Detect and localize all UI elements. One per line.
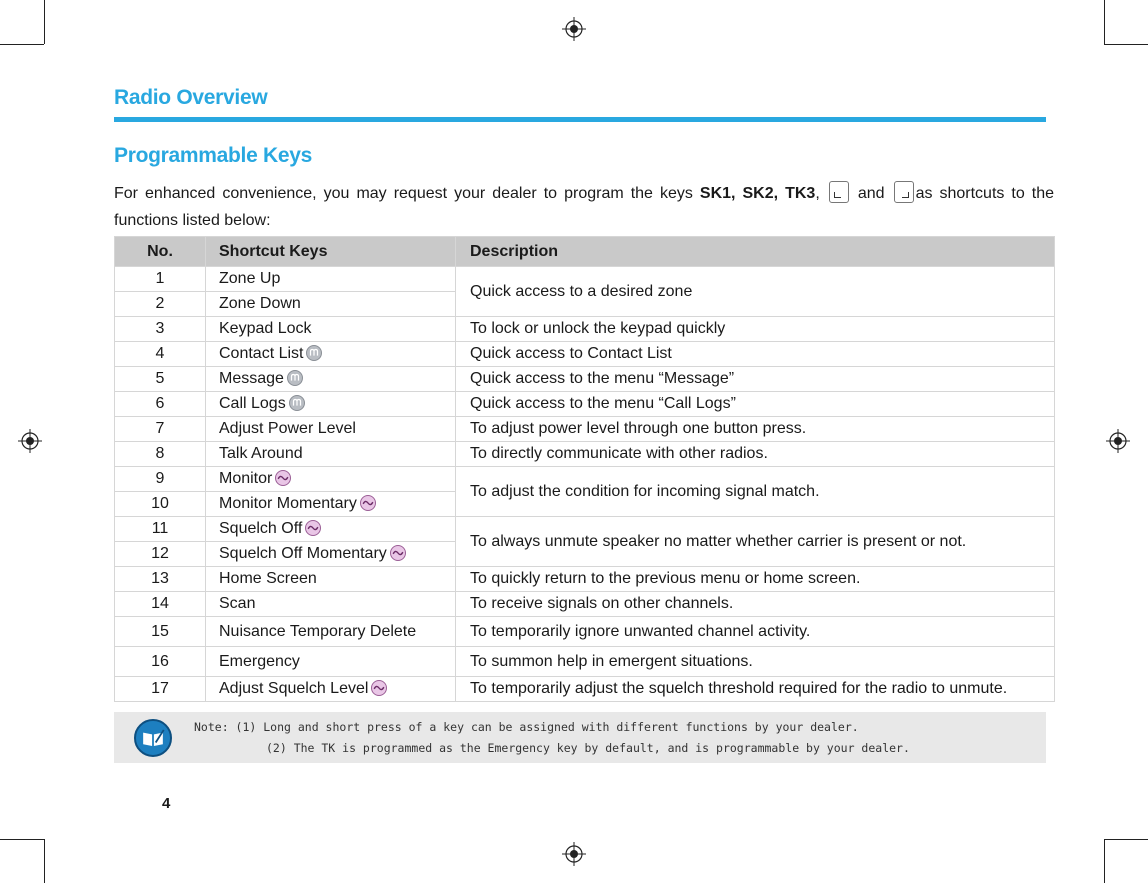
row-number: 16 [115, 647, 206, 677]
shortcut-key-cell [206, 392, 456, 417]
shortcut-key-label: Emergency [219, 652, 300, 670]
shortcut-key-cell [206, 367, 456, 392]
row-number: 1 [115, 267, 206, 292]
wave-icon [360, 495, 376, 511]
wave-icon [275, 470, 291, 486]
shortcut-keys-table [114, 236, 1055, 702]
menu-icon [287, 370, 303, 386]
shortcut-key-label: Keypad Lock [219, 320, 312, 337]
shortcut-key-label: Adjust Power Level [219, 420, 356, 437]
description-cell: Quick access to the menu “Call Logs” [456, 392, 1055, 417]
crop-mark [1104, 44, 1148, 45]
crop-mark [1104, 839, 1148, 840]
shortcut-key-label: Monitor [219, 470, 273, 487]
shortcut-key-cell [206, 467, 456, 492]
description-cell: To temporarily adjust the squelch threshold required for the radio to unmute. [456, 677, 1055, 702]
registration-mark-icon [562, 17, 586, 41]
note-box [114, 712, 1046, 763]
row-number: 3 [115, 317, 206, 342]
description-cell: To receive signals on other channels. [456, 592, 1055, 617]
shortcut-key-cell [206, 567, 456, 592]
table-header-row [115, 237, 1055, 267]
row-number: 15 [115, 617, 206, 647]
crop-mark [0, 44, 44, 45]
shortcut-key-label: Monitor Momentary [219, 495, 357, 512]
intro-comma: , [815, 185, 820, 202]
shortcut-key-cell [206, 342, 456, 367]
crop-mark [1104, 839, 1105, 883]
description-cell: Quick access to the menu “Message” [456, 367, 1055, 392]
shortcut-key-label: Zone Down [219, 295, 301, 312]
page-title: Programmable Keys [114, 144, 312, 167]
shortcut-key-cell [206, 292, 456, 317]
shortcut-key-cell [206, 417, 456, 442]
row-number: 13 [115, 567, 206, 592]
row-number: 5 [115, 367, 206, 392]
table-body [115, 267, 1055, 702]
crop-mark [44, 839, 45, 883]
table-row [115, 317, 1055, 342]
shortcut-key-label: Zone Up [219, 270, 281, 287]
intro-paragraph [114, 180, 1054, 234]
table-row [115, 517, 1055, 542]
table-row [115, 647, 1055, 677]
table-row [115, 392, 1055, 417]
shortcut-key-label: Scan [219, 595, 256, 612]
shortcut-key-label: Squelch Off [219, 520, 303, 537]
shortcut-key-label: Nuisance Temporary Delete [219, 622, 417, 640]
row-number: 9 [115, 467, 206, 492]
column-header-description: Description [456, 237, 1055, 267]
table-row [115, 592, 1055, 617]
column-header-no: No. [115, 237, 206, 267]
table-row [115, 467, 1055, 492]
shortcut-key-label: Talk Around [219, 445, 303, 462]
book-pencil-icon [134, 719, 172, 757]
intro-text-before: For enhanced convenience, you may request your dealer to program the keys [114, 185, 700, 202]
page-number: 4 [162, 795, 171, 812]
note-line-1: Note: (1) Long and short press of a key can be assigned with different functions by your dealer. [194, 720, 859, 734]
description-cell: Quick access to a desired zone [456, 267, 1055, 317]
right-key-icon [894, 181, 914, 203]
shortcut-key-cell [206, 542, 456, 567]
shortcut-key-cell [206, 267, 456, 292]
shortcut-key-label: Message [219, 370, 284, 387]
table-row [115, 567, 1055, 592]
row-number: 17 [115, 677, 206, 702]
registration-mark-icon [1106, 429, 1130, 453]
wave-icon [305, 520, 321, 536]
description-cell: To adjust power level through one button press. [456, 417, 1055, 442]
table-row [115, 367, 1055, 392]
description-cell: To directly communicate with other radios. [456, 442, 1055, 467]
registration-mark-icon [18, 429, 42, 453]
row-number: 2 [115, 292, 206, 317]
shortcut-key-cell [206, 317, 456, 342]
row-number: 14 [115, 592, 206, 617]
description-cell: To temporarily ignore unwanted channel activity. [456, 617, 1055, 647]
registration-mark-icon [562, 842, 586, 866]
intro-and: and [857, 185, 885, 202]
table-row [115, 617, 1055, 647]
row-number: 7 [115, 417, 206, 442]
description-cell: Quick access to Contact List [456, 342, 1055, 367]
description-cell: To lock or unlock the keypad quickly [456, 317, 1055, 342]
description-cell: To always unmute speaker no matter whether carrier is present or not. [456, 517, 1055, 567]
description-cell: To summon help in emergent situations. [456, 647, 1055, 677]
title-divider [114, 117, 1046, 122]
intro-keys: SK1, SK2, TK3 [699, 185, 816, 202]
description-cell: To quickly return to the previous menu or home screen. [456, 567, 1055, 592]
shortcut-key-cell [206, 617, 456, 647]
description-cell: To adjust the condition for incoming signal match. [456, 467, 1055, 517]
shortcut-key-cell [206, 677, 456, 702]
shortcut-key-cell [206, 442, 456, 467]
crop-mark [0, 839, 44, 840]
table-row [115, 417, 1055, 442]
menu-icon [306, 345, 322, 361]
row-number: 12 [115, 542, 206, 567]
shortcut-key-label: Contact List [219, 345, 304, 362]
table-row [115, 267, 1055, 292]
table-row [115, 442, 1055, 467]
shortcut-key-cell [206, 647, 456, 677]
row-number: 10 [115, 492, 206, 517]
intro-text-after: as shortcuts to the functions listed below: [114, 185, 1055, 229]
table-row [115, 677, 1055, 702]
row-number: 8 [115, 442, 206, 467]
shortcut-key-label: Squelch Off Momentary [219, 545, 387, 562]
shortcut-key-cell [206, 517, 456, 542]
left-key-icon [829, 181, 849, 203]
table-row [115, 342, 1055, 367]
shortcut-key-label: Home Screen [219, 570, 317, 587]
wave-icon [390, 545, 406, 561]
shortcut-key-label: Call Logs [219, 395, 286, 412]
row-number: 11 [115, 517, 206, 542]
row-number: 6 [115, 392, 206, 417]
shortcut-key-cell [206, 592, 456, 617]
crop-mark [1104, 0, 1105, 44]
row-number: 4 [115, 342, 206, 367]
note-line-2: (2) The TK is programmed as the Emergency key by default, and is programmable by your dealer. [266, 741, 910, 755]
column-header-shortcut-keys: Shortcut Keys [206, 237, 456, 267]
shortcut-key-label: Adjust Squelch Level [219, 680, 369, 697]
wave-icon [371, 680, 387, 696]
menu-icon [289, 395, 305, 411]
section-title: Radio Overview [114, 86, 268, 109]
crop-mark [44, 0, 45, 44]
shortcut-key-cell [206, 492, 456, 517]
